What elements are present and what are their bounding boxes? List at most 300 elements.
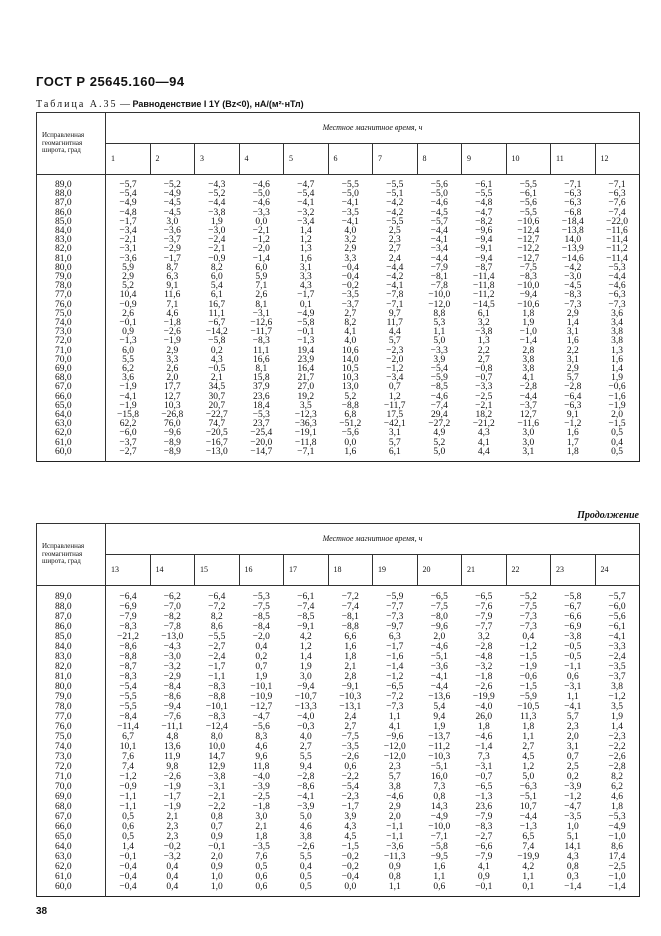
value-cell: −1,9 (119, 382, 137, 393)
value-cell: 1,9 (611, 712, 623, 722)
value-cell: −8,1 (341, 612, 359, 622)
value-cell: 1,6 (566, 336, 579, 347)
value-cell: −3,0 (163, 652, 181, 662)
value-cell: −1,0 (519, 327, 537, 338)
value-cell: −11,8 (472, 281, 495, 292)
value-cell: −5,7 (608, 592, 626, 602)
value-cell: −6,9 (564, 622, 582, 632)
value-cell: −6,6 (475, 842, 493, 852)
value-cell: 0,5 (122, 832, 134, 842)
value-cell: 0,4 (166, 862, 179, 872)
value-cell: −6,2 (163, 592, 181, 602)
hour-header: 9 (462, 144, 507, 175)
value-cell: 0,7 (566, 752, 579, 762)
value-cell: 5,9 (122, 262, 134, 273)
value-cell: 0,5 (299, 872, 312, 882)
value-cell: −0,6 (519, 672, 537, 682)
value-cell: −12,7 (250, 702, 273, 712)
latitude-cell: 85,0 (37, 632, 106, 642)
hour-header: 24 (595, 555, 640, 586)
value-cell: −8,4 (252, 622, 270, 632)
value-cell: 11,1 (208, 308, 225, 319)
table-row (37, 812, 640, 822)
value-cell: −19,9 (517, 852, 540, 862)
value-cell: −2,2 (341, 772, 359, 782)
value-cell: −0,5 (208, 364, 226, 375)
value-cell: −9,4 (475, 253, 493, 264)
value-cell: −0,2 (341, 281, 359, 292)
value-cell: −8,6 (297, 782, 315, 792)
table-row (37, 672, 640, 682)
value-cell: −1,1 (386, 832, 404, 842)
table-row (37, 842, 640, 852)
value-cell: −1,7 (163, 792, 181, 802)
value-cell: −9,6 (163, 428, 181, 439)
table-row (37, 642, 640, 652)
value-cell: 7,3 (433, 782, 446, 792)
value-cell: 0,9 (122, 327, 134, 338)
latitude-cell: 62,0 (37, 862, 106, 872)
value-cell: −4,4 (519, 812, 537, 822)
value-cell: −3,2 (163, 662, 181, 672)
value-cell: −6,3 (564, 189, 582, 200)
latitude-cell: 87,0 (37, 199, 106, 208)
value-cell: 2,7 (522, 742, 535, 752)
value-cell: 14,3 (430, 802, 448, 812)
value-cell: −11,2 (428, 742, 451, 752)
value-cell: −4,1 (430, 672, 448, 682)
value-cell: −2,1 (475, 400, 493, 411)
value-cell: −1,4 (252, 253, 270, 264)
value-cell: −9,6 (475, 226, 493, 237)
value-cell: −7,2 (208, 602, 226, 612)
value-cell: −2,3 (341, 792, 359, 802)
latitude-cell: 86,0 (37, 209, 106, 218)
value-cell: −3,5 (341, 742, 359, 752)
value-cell: 2,4 (344, 712, 357, 722)
value-cell: −12,0 (383, 742, 406, 752)
value-cell: 3,5 (299, 400, 312, 411)
hour-header: 21 (462, 555, 507, 586)
value-cell: −1,8 (252, 802, 270, 812)
value-cell: −3,3 (475, 382, 493, 393)
hour-header: 22 (506, 555, 551, 586)
value-cell: −2,1 (208, 792, 226, 802)
value-cell: −4,2 (564, 262, 582, 273)
value-cell: −0,1 (208, 842, 226, 852)
value-cell: −13,0 (205, 446, 228, 457)
value-cell: −9,6 (386, 732, 404, 742)
value-cell: −2,7 (475, 832, 493, 842)
value-cell: −16,7 (205, 437, 228, 448)
value-cell: 4,6 (611, 792, 623, 802)
latitude-cell: 60,0 (37, 448, 106, 462)
value-cell: −7,3 (519, 612, 537, 622)
value-cell: 4,3 (299, 281, 312, 292)
value-cell: −5,6 (430, 180, 448, 190)
value-cell: 1,1 (566, 692, 579, 702)
hour-header: 1 (106, 144, 151, 175)
value-cell: −5,8 (430, 842, 448, 852)
value-cell: −8,2 (163, 612, 181, 622)
value-cell: 2,6 (122, 308, 134, 319)
value-cell: −51,2 (339, 419, 362, 430)
value-cell: −2,5 (475, 391, 493, 402)
value-cell: −20,0 (250, 437, 273, 448)
value-cell: −4,6 (386, 792, 404, 802)
value-cell: −11,4 (472, 272, 495, 283)
value-cell: 74,7 (208, 419, 226, 430)
value-cell: 0,7 (210, 822, 223, 832)
value-cell: 3,0 (522, 437, 535, 448)
value-cell: −7,3 (608, 299, 626, 310)
value-cell: 1,6 (566, 428, 579, 439)
value-cell: 2,0 (566, 732, 579, 742)
value-cell: −5,5 (119, 702, 137, 712)
value-cell: −0,4 (341, 262, 359, 273)
value-cell: 3,8 (611, 327, 623, 338)
value-cell: −5,2 (208, 189, 226, 200)
value-cell: −4,4 (430, 253, 448, 264)
value-cell: −5,6 (252, 722, 270, 732)
value-cell: 5,7 (388, 336, 401, 347)
table-row (37, 622, 640, 632)
value-cell: −4,5 (163, 198, 181, 209)
value-cell: 10,1 (119, 742, 137, 752)
value-cell: 2,9 (166, 345, 179, 356)
value-cell: 5,0 (433, 336, 446, 347)
value-cell: −5,3 (608, 812, 626, 822)
value-cell: 1,6 (344, 642, 357, 652)
value-cell: 2,7 (344, 308, 357, 319)
value-cell: −12,7 (517, 235, 540, 246)
value-cell: −8,3 (252, 336, 270, 347)
latitude-cell: 67,0 (37, 383, 106, 392)
value-cell: 18,2 (475, 410, 493, 421)
value-cell: −8,8 (341, 622, 359, 632)
value-cell: 6,3 (166, 272, 179, 283)
value-cell: 29,4 (430, 410, 448, 421)
value-cell: −0,1 (119, 852, 137, 862)
table-row (37, 682, 640, 692)
value-cell: 4,1 (344, 327, 357, 338)
value-cell: −7,1 (386, 299, 404, 310)
value-cell: −0,7 (475, 772, 493, 782)
value-cell: −7,3 (564, 299, 582, 310)
value-cell: −1,2 (386, 364, 404, 375)
value-cell: 9,7 (388, 308, 401, 319)
value-cell: −21,2 (117, 632, 139, 642)
value-cell: −1,4 (386, 662, 404, 672)
value-cell: −1,2 (564, 792, 582, 802)
value-cell: 3,0 (522, 428, 535, 439)
value-cell: 4,4 (477, 446, 490, 457)
value-cell: 3,0 (299, 672, 312, 682)
value-cell: −10,0 (428, 822, 451, 832)
value-cell: −4,6 (475, 732, 493, 742)
value-cell: 1,2 (388, 391, 401, 402)
value-cell: 3,9 (344, 812, 357, 822)
value-cell: 9,6 (255, 752, 268, 762)
value-cell: −4,9 (119, 198, 137, 209)
value-cell: −6,3 (608, 189, 626, 200)
value-cell: −8,5 (430, 382, 448, 393)
value-cell: 1,9 (210, 216, 223, 227)
value-cell: −10,1 (205, 702, 228, 712)
value-cell: −4,8 (475, 198, 493, 209)
value-cell: −11,3 (383, 852, 406, 862)
value-cell: −5,5 (475, 189, 493, 200)
value-cell: 4,6 (255, 742, 268, 752)
table-row (37, 882, 640, 897)
value-cell: −7,5 (341, 732, 359, 742)
value-cell: −14,5 (472, 299, 495, 310)
value-cell: −4,6 (430, 391, 448, 402)
value-cell: 1,8 (611, 802, 623, 812)
table-row (37, 852, 640, 862)
value-cell: −5,6 (608, 612, 626, 622)
value-cell: −22,7 (205, 410, 228, 421)
value-cell: 7,1 (166, 299, 179, 310)
value-cell: −12,3 (294, 410, 317, 421)
latitude-cell: 85,0 (37, 218, 106, 227)
value-cell: 2,9 (344, 244, 357, 255)
value-cell: 7,4 (122, 762, 134, 772)
value-cell: 16,6 (252, 354, 270, 365)
value-cell: −21,2 (472, 419, 495, 430)
value-cell: 4,0 (299, 732, 312, 742)
value-cell: 1,9 (433, 722, 446, 732)
latitude-cell: 76,0 (37, 301, 106, 310)
value-cell: −1,3 (297, 336, 315, 347)
table-row (37, 702, 640, 712)
value-cell: −1,7 (341, 802, 359, 812)
value-cell: −8,8 (208, 692, 226, 702)
value-cell: −7,7 (475, 622, 493, 632)
value-cell: 8,2 (210, 262, 223, 273)
value-cell: −1,1 (386, 822, 404, 832)
value-cell: −2,2 (208, 802, 226, 812)
value-cell: −5,4 (119, 189, 137, 200)
value-cell: −27,2 (428, 419, 451, 430)
value-cell: −7,9 (475, 612, 493, 622)
value-cell: 4,9 (433, 428, 446, 439)
value-cell: −10,7 (294, 692, 317, 702)
value-cell: −15,8 (117, 410, 139, 421)
value-cell: −3,6 (163, 226, 181, 237)
value-cell: 12,9 (208, 762, 226, 772)
value-cell: −11,7 (250, 327, 273, 338)
value-cell: −4,9 (608, 822, 626, 832)
value-cell: 4,6 (299, 822, 312, 832)
latitude-cell: 70,0 (37, 356, 106, 365)
value-cell: −1,7 (386, 642, 404, 652)
value-cell: −1,4 (564, 882, 582, 892)
value-cell: −3,9 (252, 782, 270, 792)
value-cell: 1,8 (344, 652, 357, 662)
value-cell: −6,0 (119, 428, 137, 439)
value-cell: −11,1 (161, 722, 184, 732)
hour-header: 14 (150, 555, 195, 586)
latitude-cell: 61,0 (37, 872, 106, 882)
value-cell: −5,4 (341, 782, 359, 792)
value-cell: 11,7 (386, 318, 403, 329)
value-cell: 0,6 (255, 872, 268, 882)
value-cell: −8,9 (163, 446, 181, 457)
latitude-cell: 71,0 (37, 772, 106, 782)
latitude-cell: 66,0 (37, 393, 106, 402)
value-cell: −2,6 (475, 682, 493, 692)
latitude-cell: 77,0 (37, 712, 106, 722)
hour-header: 6 (328, 144, 373, 175)
value-cell: −1,2 (519, 642, 537, 652)
value-cell: −2,6 (297, 842, 315, 852)
value-cell: 2,0 (166, 373, 179, 384)
latitude-cell: 84,0 (37, 642, 106, 652)
value-cell: −4,5 (430, 207, 448, 218)
value-cell: 6,7 (122, 732, 134, 742)
time-group-header: Местное магнитное время, ч (106, 113, 640, 144)
value-cell: −5,6 (519, 198, 537, 209)
latitude-cell: 82,0 (37, 662, 106, 672)
value-cell: −4,1 (297, 792, 315, 802)
value-cell: 1,1 (388, 712, 401, 722)
value-cell: 2,9 (566, 308, 579, 319)
latitude-header: Исправленная геомагнитная широта, град (37, 524, 106, 586)
value-cell: 9,1 (166, 281, 179, 292)
table-row (37, 612, 640, 622)
value-cell: −8,3 (119, 622, 137, 632)
value-cell: 7,6 (122, 752, 134, 762)
value-cell: −3,1 (564, 682, 582, 692)
table-row (37, 862, 640, 872)
value-cell: −7,3 (386, 702, 404, 712)
value-cell: −7,2 (341, 592, 359, 602)
value-cell: 0,1 (299, 299, 312, 310)
value-cell: 8,7 (166, 262, 179, 273)
value-cell: 10,5 (341, 364, 359, 375)
value-cell: −3,5 (564, 812, 582, 822)
value-cell: −8,9 (163, 437, 181, 448)
value-cell: −2,8 (564, 382, 582, 393)
table-row (37, 802, 640, 812)
latitude-cell: 63,0 (37, 420, 106, 429)
value-cell: −0,4 (119, 862, 137, 872)
value-cell: −14,7 (250, 446, 273, 457)
table-row (37, 752, 640, 762)
value-cell: −8,3 (208, 682, 226, 692)
value-cell: −3,4 (430, 244, 448, 255)
value-cell: −13,9 (561, 244, 584, 255)
latitude-cell: 78,0 (37, 702, 106, 712)
value-cell: 0,4 (611, 437, 623, 448)
value-cell: −6,4 (119, 592, 137, 602)
time-group-header: Местное магнитное время, ч (106, 524, 640, 555)
value-cell: −6,3 (519, 782, 537, 792)
value-cell: 3,6 (122, 373, 134, 384)
latitude-cell: 69,0 (37, 365, 106, 374)
table-row (37, 782, 640, 792)
value-cell: 2,0 (433, 632, 446, 642)
value-cell: 4,6 (166, 308, 179, 319)
value-cell: 5,7 (388, 772, 401, 782)
value-cell: −0,4 (119, 882, 137, 892)
value-cell: 1,8 (255, 832, 268, 842)
value-cell: −4,1 (386, 281, 404, 292)
hour-header: 10 (506, 144, 551, 175)
value-cell: −3,1 (208, 782, 226, 792)
table-row (37, 448, 640, 462)
value-cell: −42,1 (383, 419, 406, 430)
value-cell: −3,4 (119, 226, 137, 237)
value-cell: 1,4 (611, 722, 623, 732)
value-cell: −5,7 (119, 180, 137, 190)
value-cell: −0,9 (119, 782, 137, 792)
value-cell: −5,5 (519, 180, 537, 190)
value-cell: −5,1 (430, 762, 448, 772)
value-cell: −5,3 (608, 262, 626, 273)
latitude-cell: 83,0 (37, 652, 106, 662)
value-cell: 2,3 (566, 722, 579, 732)
value-cell: 0,5 (122, 812, 134, 822)
table-row (37, 652, 640, 662)
table-label: Таблица А.35 (36, 99, 118, 110)
value-cell: −4,5 (564, 281, 582, 292)
value-cell: −2,8 (608, 762, 626, 772)
latitude-cell: 88,0 (37, 190, 106, 199)
value-cell: 0,3 (566, 872, 579, 882)
value-cell: −3,7 (608, 672, 626, 682)
value-cell: 6,8 (344, 410, 357, 421)
value-cell: −1,1 (208, 672, 226, 682)
table-row (37, 792, 640, 802)
value-cell: −8,2 (475, 216, 493, 227)
value-cell: 4,5 (344, 832, 357, 842)
value-cell: 30,7 (208, 391, 226, 402)
value-cell: −1,6 (386, 652, 404, 662)
value-cell: 7,4 (522, 842, 535, 852)
value-cell: −0,1 (297, 327, 315, 338)
value-cell: 1,4 (566, 318, 579, 329)
value-cell: 6,0 (122, 345, 134, 356)
value-cell: 11,8 (253, 762, 270, 772)
latitude-cell: 61,0 (37, 439, 106, 448)
value-cell: −7,1 (564, 180, 582, 190)
value-cell: 0,2 (210, 345, 223, 356)
value-cell: 19,2 (297, 391, 315, 402)
value-cell: −2,6 (163, 327, 181, 338)
value-cell: −6,0 (608, 602, 626, 612)
latitude-cell: 65,0 (37, 832, 106, 842)
value-cell: −5,1 (519, 792, 537, 802)
hour-header: 12 (595, 144, 640, 175)
value-cell: −7,4 (297, 602, 315, 612)
value-cell: −3,2 (297, 207, 315, 218)
value-cell: 5,0 (522, 772, 535, 782)
value-cell: 1,9 (611, 373, 623, 384)
value-cell: −4,0 (475, 702, 493, 712)
value-cell: −6,7 (208, 318, 226, 329)
value-cell: 0,1 (522, 882, 535, 892)
value-cell: −5,5 (386, 216, 404, 227)
value-cell: 5,0 (299, 812, 312, 822)
value-cell: 26,0 (475, 712, 493, 722)
value-cell: −13,3 (294, 702, 317, 712)
value-cell: 5,4 (210, 281, 223, 292)
value-cell: 3,1 (566, 327, 579, 338)
value-cell: −5,7 (430, 216, 448, 227)
value-cell: −3,8 (208, 207, 226, 218)
